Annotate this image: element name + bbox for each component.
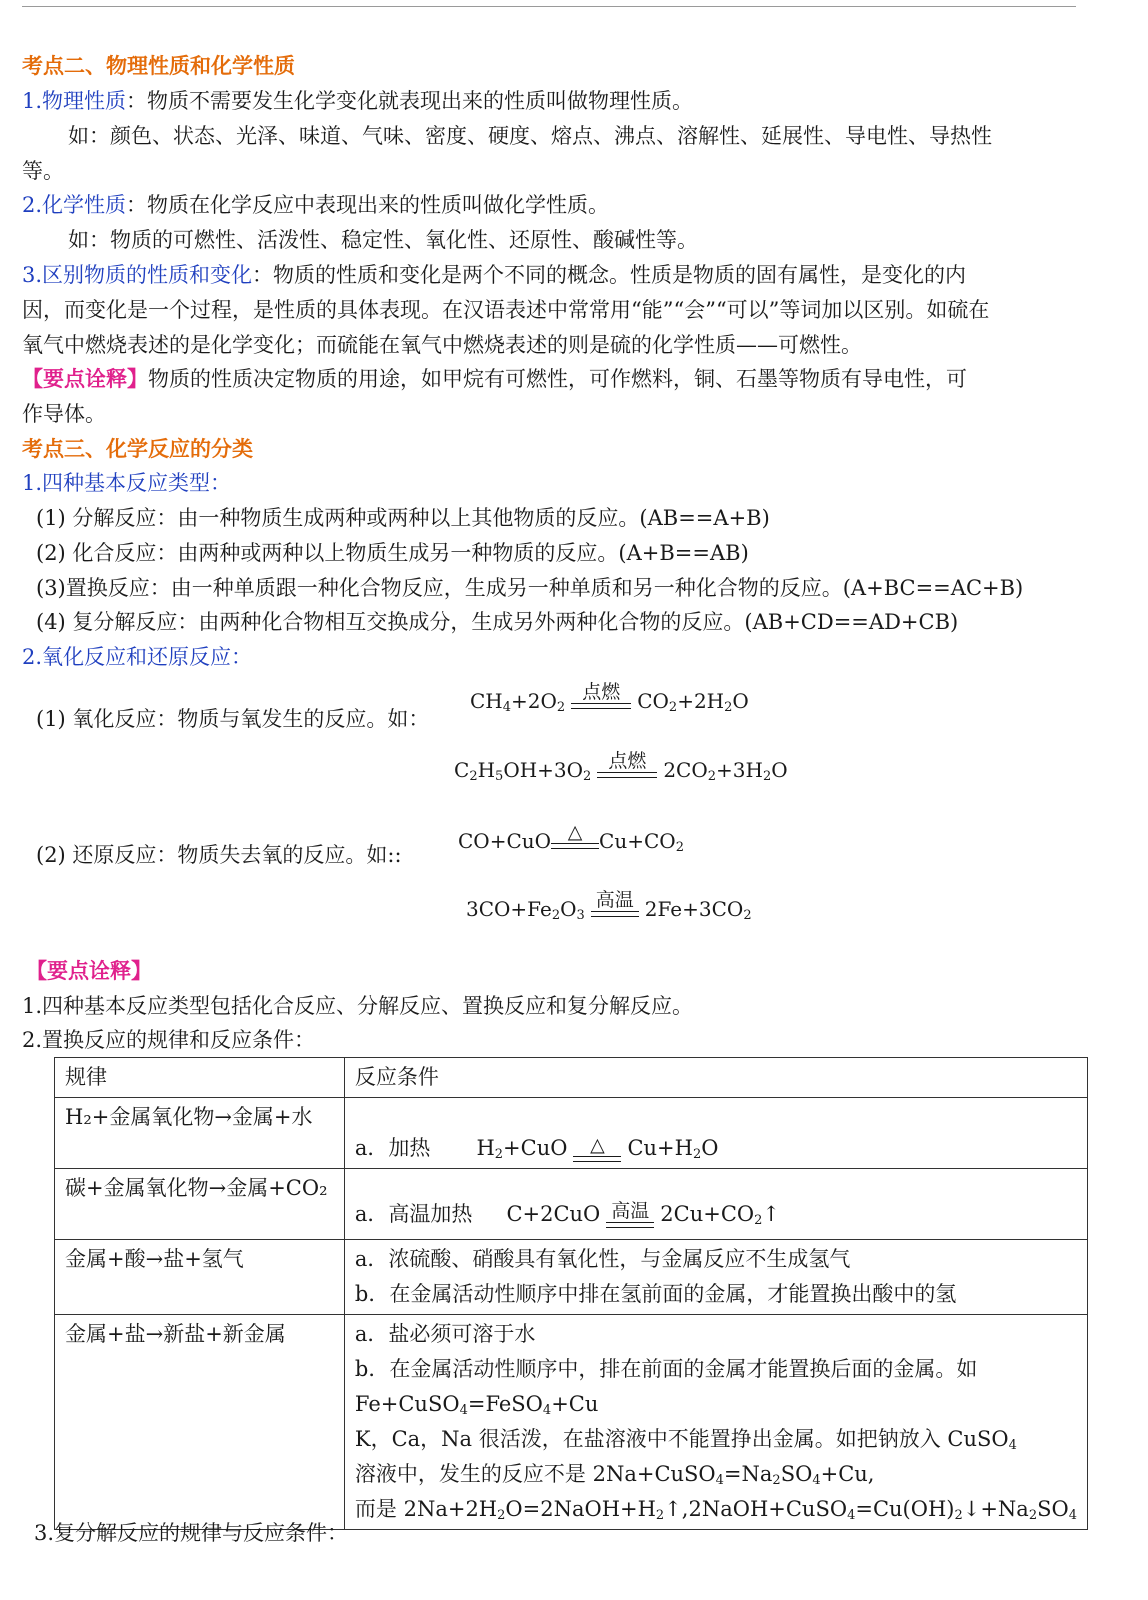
section-title-2: 考点二、物理性质和化学性质 [22,54,295,78]
physical-examples-end: 等。 [22,159,64,183]
term-physical-property: 1.物理性质 [22,89,127,113]
condition-high-temp: 高温 [591,889,639,917]
note-2-line-1: 1.四种基本反应类型包括化合反应、分解反应、置换反应和复分解反应。 [22,994,694,1018]
reaction-displacement: (3)置换反应：由一种单质跟一种化合物反应，生成另一种单质和另一种化合物的反应。(A+BC==AC+B) [36,576,1024,600]
rule-metal-acid: 金属+酸→盐+氢气 [55,1240,345,1315]
subsection-redox: 2.氧化反应和还原反应： [22,645,253,669]
section-title-3: 考点三、化学反应的分类 [22,437,253,461]
para-distinguish: 3.区别物质的性质和变化：物质的性质和变化是两个不同的概念。性质是物质的固有属性，是变化的内 [22,263,967,287]
condition-metal-salt: a．盐必须可溶于水 b．在金属活动性顺序中，排在前面的金属才能置换后面的金属。如 Fe+CuSO$_4$=FeSO$_4$+Cu K，Ca，Na 很活泼，在盐溶液中不能置挣出金属。如把钠放入 CuSO$_4$ 溶液中，发生的反应不是 $2Na+CuSO_4=Na_2SO_4+Cu$, 而是 $2Na+2H_2O=2NaOH+H_2↑,2NaOH+CuSO_4=Cu(OH)_2↓+Na_2SO_4$ [344,1315,1087,1530]
condition-carbon: a．高温加热 C+2CuO 高温 $2Cu+CO_2↑$ [344,1169,1087,1240]
displacement-rules-table [54,1057,1088,1530]
para-chemical-property: 2.化学性质：物质在化学反应中表现出来的性质叫做化学性质。 [22,193,610,217]
condition-ignite: 点燃 [597,750,657,778]
physical-examples: 如：颜色、状态、光泽、味道、气味、密度、硬度、熔点、沸点、溶解性、延展性、导电性、导热性 [68,124,992,148]
table-row [55,1098,1088,1169]
condition-metal-acid: a．浓硫酸、硝酸具有氧化性，与金属反应不生成氢气 b．在金属活动性顺序中排在氢前面的金属，才能置换出酸中的氢 [344,1240,1087,1315]
note-1-end: 作导体。 [22,402,106,426]
equation-ethanol-combustion: $C_2H_5OH+3O_2$ 点燃 $2CO_2+3H_2O$ [454,750,788,784]
note-1: 【要点诠释】物质的性质决定物质的用途，如甲烷有可燃性，可作燃料，铜、石墨等物质有导电性，可 [22,366,967,391]
equation-co-fe2o3: $3CO+Fe_2O_3$ 高温 $2Fe+3CO_2$ [466,889,752,923]
condition-heat: △ [573,1134,621,1162]
chemical-examples: 如：物质的可燃性、活泼性、稳定性、氧化性、还原性、酸碱性等。 [68,228,698,252]
term-chemical-property: 2.化学性质 [22,193,127,217]
reaction-double-displacement: (4) 复分解反应：由两种化合物相互交换成分，生成另外两种化合物的反应。(AB+CD==AD+CB) [36,610,959,634]
top-rule [22,6,1076,7]
para-distinguish-2: 因，而变化是一个过程，是性质的具体表现。在汉语表述中常常用“能”“会”“可以”等词加以区别。如硫在 [22,298,990,322]
note-2-line-3: 3.复分解反应的规律与反应条件： [34,1521,349,1545]
rule-carbon: 碳+金属氧化物→金属+CO₂ [55,1169,345,1240]
para-physical-property: 1.物理性质：物质不需要发生化学变化就表现出来的性质叫做物理性质。 [22,89,694,113]
condition-ignite: 点燃 [571,681,631,709]
condition-h2: a．加热 $H_2+CuO$ △ $Cu+H_2O$ [344,1098,1087,1169]
condition-high-temp: 高温 [606,1200,654,1228]
header-condition: 反应条件 [344,1058,1087,1098]
note-label: 【要点诠释】 [22,366,148,391]
table-row [55,1169,1088,1240]
table-row [55,1240,1088,1315]
subsection-basic-types: 1.四种基本反应类型： [22,471,232,495]
para-distinguish-3: 氧气中燃烧表述的是化学变化；而硫能在氧气中燃烧表述的则是硫的化学性质——可燃性。 [22,333,862,357]
reaction-decomposition: (1) 分解反应：由一种物质生成两种或两种以上其他物质的反应。(AB==A+B) [36,506,770,530]
condition-heat: △ [551,821,599,849]
note-label-2: 【要点诠释】 [26,958,152,983]
table-row [55,1315,1088,1530]
rule-h2: H₂+金属氧化物→金属+水 [55,1098,345,1169]
reduction-text: (2) 还原反应：物质失去氧的反应。如:: [36,843,402,867]
table-header-row [55,1058,1088,1098]
oxidation-text: (1) 氧化反应：物质与氧发生的反应。如： [36,707,430,731]
term-distinguish: 3.区别物质的性质和变化 [22,263,253,287]
header-rule: 规律 [55,1058,345,1098]
reaction-combination: (2) 化合反应：由两种或两种以上物质生成另一种物质的反应。(A+B==AB) [36,541,749,565]
rule-metal-salt: 金属+盐→新盐+新金属 [55,1315,345,1530]
note-2-line-2: 2.置换反应的规律和反应条件： [22,1028,316,1052]
equation-ch4-combustion: $CH_4+2O_2$ 点燃 $CO_2+2H_2O$ [470,681,749,715]
equation-co-cuo: CO+CuO △ $Cu+CO_2$ [458,821,684,855]
